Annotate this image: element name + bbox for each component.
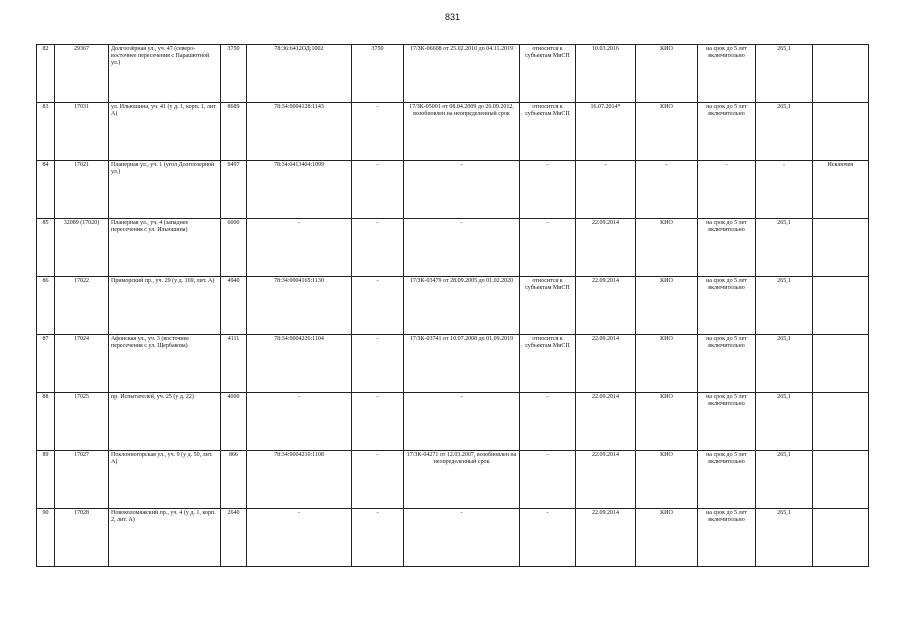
area-cell: 9497	[221, 161, 247, 219]
area-cell: 8689	[221, 103, 247, 161]
address-cell: пр. Испытателей, уч. 25 (у д. 22)	[109, 393, 221, 451]
note-cell	[813, 219, 869, 277]
rate-cell: 265,1	[756, 103, 813, 161]
term-cell: -	[698, 161, 756, 219]
rate-cell: 265,1	[756, 393, 813, 451]
object-id-cell: 29367	[55, 45, 109, 103]
rate-cell: 265,1	[756, 277, 813, 335]
msp-cell: -	[520, 451, 576, 509]
address-cell: ул. Ильюшина, уч. 41 (у д. 1, корп. 1, лит. А)	[109, 103, 221, 161]
address-cell: Долгоозёрная ул., уч. 47 (северо-восточнее пересечения с Парашютной ул.)	[109, 45, 221, 103]
area-cell: 3750	[221, 45, 247, 103]
kio-cell: КИО	[636, 103, 698, 161]
object-id-cell: 17027	[55, 451, 109, 509]
note-cell	[813, 451, 869, 509]
rate-cell: 265,1	[756, 451, 813, 509]
cadastral-number-cell: -	[247, 219, 352, 277]
object-id-cell: 17031	[55, 103, 109, 161]
table-row	[37, 219, 869, 277]
term-cell: на срок до 5 лет включительно	[698, 451, 756, 509]
kio-cell: -	[636, 161, 698, 219]
address-cell: Планерная ул., уч. 1 (угол Долгоозерной ул.)	[109, 161, 221, 219]
cadastral-number-cell: 78:36:6412ОД:1002	[247, 45, 352, 103]
registry-rows	[37, 45, 869, 567]
area-cell: 6000	[221, 219, 247, 277]
rate-cell: 265,1	[756, 219, 813, 277]
area-extra-cell: -	[352, 335, 404, 393]
term-cell: на срок до 5 лет включительно	[698, 277, 756, 335]
cadastral-number-cell: 78:34:0004210:1108	[247, 451, 352, 509]
area-cell: 866	[221, 451, 247, 509]
contract-cell: 17/ЗК-04271 от 12.03.2007, возобновлен на неопределенный срок	[404, 451, 520, 509]
date-cell: 22.09.2014	[576, 393, 636, 451]
msp-cell: -	[520, 393, 576, 451]
rate-cell: -	[756, 161, 813, 219]
msp-cell: -	[520, 161, 576, 219]
msp-cell: относится к субъектам МиСП	[520, 335, 576, 393]
table-row	[37, 103, 869, 161]
date-cell: 22.09.2014	[576, 509, 636, 567]
area-extra-cell: -	[352, 393, 404, 451]
kio-cell: КИО	[636, 509, 698, 567]
contract-cell: -	[404, 393, 520, 451]
contract-cell: 17/ЗК-03741 от 10.07.2008 до 01.09.2019	[404, 335, 520, 393]
contract-cell: 17/ЗК-03479 от 28.09.2005 до 01.02.2020	[404, 277, 520, 335]
term-cell: на срок до 5 лет включительно	[698, 45, 756, 103]
note-cell	[813, 103, 869, 161]
cadastral-number-cell: 78:34:0004226:1104	[247, 335, 352, 393]
table-row	[37, 335, 869, 393]
row-number-cell: 83	[37, 103, 55, 161]
row-number-cell: 88	[37, 393, 55, 451]
msp-cell: -	[520, 219, 576, 277]
row-number-cell: 87	[37, 335, 55, 393]
msp-cell: относится к субъектам МиСП	[520, 277, 576, 335]
area-extra-cell: -	[352, 509, 404, 567]
address-cell: Поклонногорская ул., уч. 9 (у д. 50, лит. А)	[109, 451, 221, 509]
date-cell: 22.09.2014	[576, 335, 636, 393]
date-cell: 22.09.2014	[576, 277, 636, 335]
note-cell	[813, 277, 869, 335]
table-row	[37, 277, 869, 335]
rate-cell: 265,1	[756, 509, 813, 567]
term-cell: на срок до 5 лет включительно	[698, 509, 756, 567]
contract-cell: 17/ЗК-06608 от 25.02.2010 до 04.11.2019	[404, 45, 520, 103]
kio-cell: КИО	[636, 393, 698, 451]
row-number-cell: 89	[37, 451, 55, 509]
address-cell: Приморский пр., уч. 29 (у д. 169, лит. А)	[109, 277, 221, 335]
term-cell: на срок до 5 лет включительно	[698, 103, 756, 161]
table-row	[37, 451, 869, 509]
table-row	[37, 509, 869, 567]
kio-cell: КИО	[636, 219, 698, 277]
msp-cell: -	[520, 509, 576, 567]
area-extra-cell: 3750	[352, 45, 404, 103]
page-number: 831	[444, 12, 461, 22]
area-extra-cell: -	[352, 103, 404, 161]
date-cell: 22.09.2014	[576, 219, 636, 277]
note-cell	[813, 335, 869, 393]
object-id-cell: 17022	[55, 277, 109, 335]
note-cell: Исключен	[813, 161, 869, 219]
object-id-cell: 17025	[55, 393, 109, 451]
object-id-cell: 17028	[55, 509, 109, 567]
row-number-cell: 85	[37, 219, 55, 277]
kio-cell: КИО	[636, 335, 698, 393]
object-id-cell: 17021	[55, 161, 109, 219]
cadastral-number-cell: 78:34:0004165:1130	[247, 277, 352, 335]
address-cell: Новоколомяжский пр., уч. 4 (у д. 1, корп. 2, лит. А)	[109, 509, 221, 567]
term-cell: на срок до 5 лет включительно	[698, 335, 756, 393]
term-cell: на срок до 5 лет включительно	[698, 219, 756, 277]
term-cell: на срок до 5 лет включительно	[698, 393, 756, 451]
contract-cell: 17/ЗК-05001 от 08.04.2009 до 26.09.2012, возобновлен на неопределенный срок	[404, 103, 520, 161]
table-row	[37, 45, 869, 103]
object-id-cell: 17024	[55, 335, 109, 393]
kio-cell: КИО	[636, 277, 698, 335]
area-cell: 2640	[221, 509, 247, 567]
area-extra-cell: -	[352, 161, 404, 219]
area-extra-cell: -	[352, 219, 404, 277]
msp-cell: относится к субъектам МиСП	[520, 45, 576, 103]
note-cell	[813, 45, 869, 103]
cadastral-number-cell: 78:34:0004128:1143	[247, 103, 352, 161]
cadastral-number-cell: -	[247, 509, 352, 567]
area-cell: 4111	[221, 335, 247, 393]
date-cell: 16.07.2014*	[576, 103, 636, 161]
area-cell: 4000	[221, 393, 247, 451]
object-id-cell: 32089 (17020)	[55, 219, 109, 277]
row-number-cell: 90	[37, 509, 55, 567]
rate-cell: 265,1	[756, 335, 813, 393]
contract-cell: -	[404, 509, 520, 567]
table-row	[37, 161, 869, 219]
area-extra-cell: -	[352, 277, 404, 335]
address-cell: Афонская ул., уч. 3 (восточнее пересечения с ул. Щербакова)	[109, 335, 221, 393]
contract-cell: -	[404, 161, 520, 219]
table-row	[37, 393, 869, 451]
area-extra-cell: -	[352, 451, 404, 509]
kio-cell: КИО	[636, 45, 698, 103]
date-cell: -	[576, 161, 636, 219]
cadastral-number-cell: -	[247, 393, 352, 451]
note-cell	[813, 393, 869, 451]
row-number-cell: 86	[37, 277, 55, 335]
area-cell: 4940	[221, 277, 247, 335]
row-number-cell: 82	[37, 45, 55, 103]
contract-cell: -	[404, 219, 520, 277]
address-cell: Планерная ул., уч. 4 (западнее пересечения с ул. Ильюшина)	[109, 219, 221, 277]
note-cell	[813, 509, 869, 567]
rate-cell: 265,1	[756, 45, 813, 103]
row-number-cell: 84	[37, 161, 55, 219]
date-cell: 10.03.2016	[576, 45, 636, 103]
msp-cell: относится к субъектам МиСП	[520, 103, 576, 161]
kio-cell: КИО	[636, 451, 698, 509]
cadastral-number-cell: 78:34:0413404:1099	[247, 161, 352, 219]
date-cell: 22.09.2014	[576, 451, 636, 509]
registry-table	[36, 44, 869, 567]
